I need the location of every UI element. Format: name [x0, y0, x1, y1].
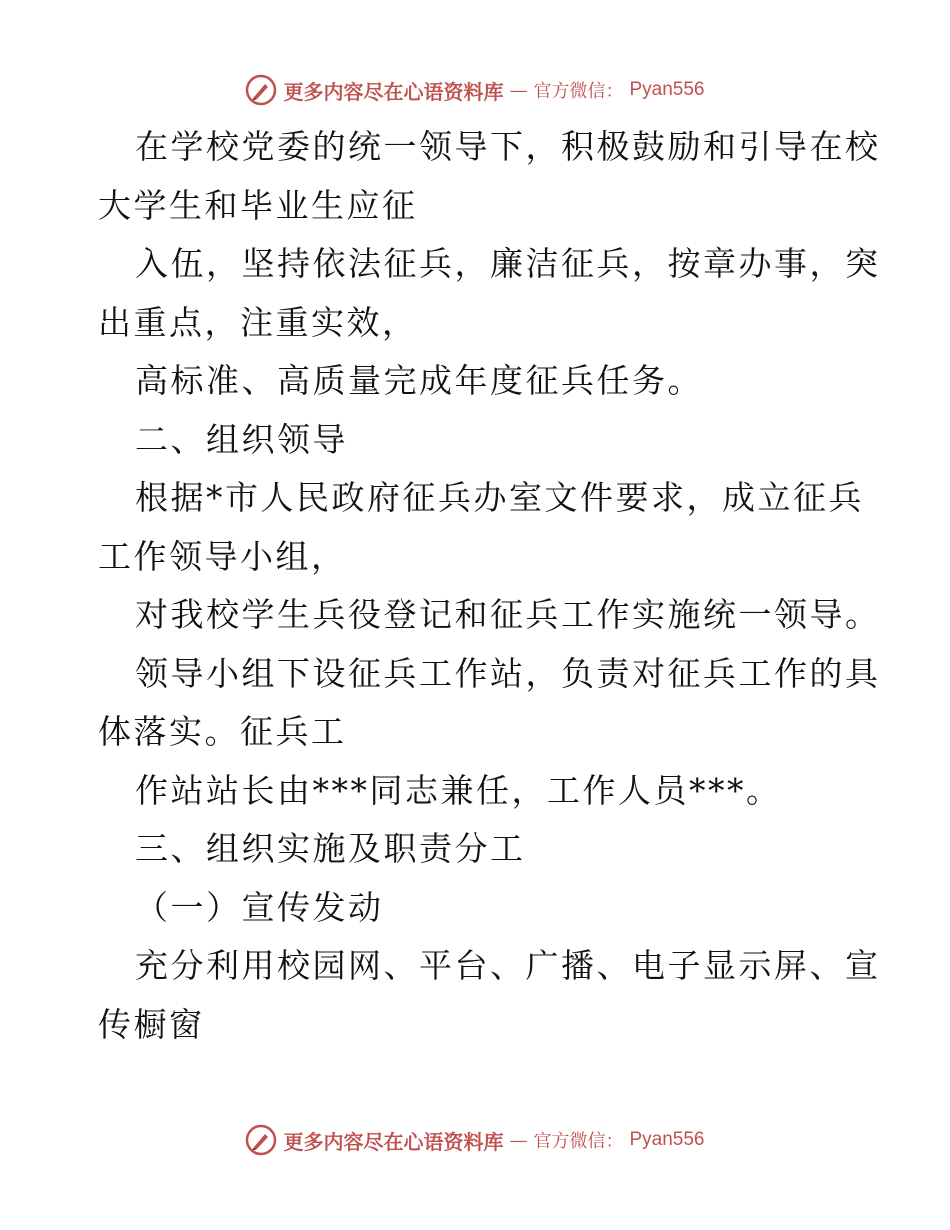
watermark-sub-text: 官方微信：: [533, 1131, 624, 1152]
watermark-dash: —: [509, 1129, 528, 1151]
paragraph-line: 高标准、高质量完成年度征兵任务。: [135, 361, 703, 400]
paragraph-line: 出重点，注重实效，: [98, 302, 418, 342]
watermark-wechat-id: Pyan556: [629, 79, 705, 100]
subsection-heading: （一）宣传发动: [135, 887, 384, 927]
paragraph-line: 作站站长由***同志兼任，工作人员***。: [135, 770, 782, 810]
pen-logo-icon: [245, 74, 277, 106]
paragraph-line: 体落实。征兵工: [98, 712, 347, 751]
document-body: [98, 118, 881, 1054]
paragraph-line: 充分利用校园网、平台、广播、电子显示屏、宣: [135, 946, 881, 985]
watermark-main-text: 更多内容尽在心语资料库: [283, 79, 504, 104]
paragraph-line: 根据*市人民政府征兵办室文件要求，成立征兵: [135, 478, 864, 517]
watermark-main-text: 更多内容尽在心语资料库: [283, 1129, 504, 1154]
pen-logo-icon: [245, 1124, 277, 1156]
watermark-sub-text: 官方微信：: [533, 81, 624, 102]
paragraph-line: 传橱窗: [98, 1004, 205, 1044]
header-watermark: [0, 70, 950, 110]
footer-watermark: [0, 1120, 950, 1160]
watermark-dash: —: [509, 79, 528, 101]
paragraph-line: 入伍，坚持依法征兵，廉洁征兵，按章办事，突: [135, 244, 881, 283]
paragraph-line: 对我校学生兵役登记和征兵工作实施统一领导。: [135, 595, 881, 634]
paragraph-line: 领导小组下设征兵工作站，负责对征兵工作的具: [135, 653, 881, 693]
paragraph-line: 工作领导小组，: [98, 536, 347, 576]
paragraph-line: 在学校党委的统一领导下，积极鼓励和引导在校: [135, 127, 881, 166]
watermark-wechat-id: Pyan556: [629, 1129, 705, 1150]
paragraph-line: 大学生和毕业生应征: [98, 185, 418, 225]
section-heading: 三、组织实施及职责分工: [135, 829, 526, 868]
section-heading: 二、组织领导: [135, 419, 348, 459]
